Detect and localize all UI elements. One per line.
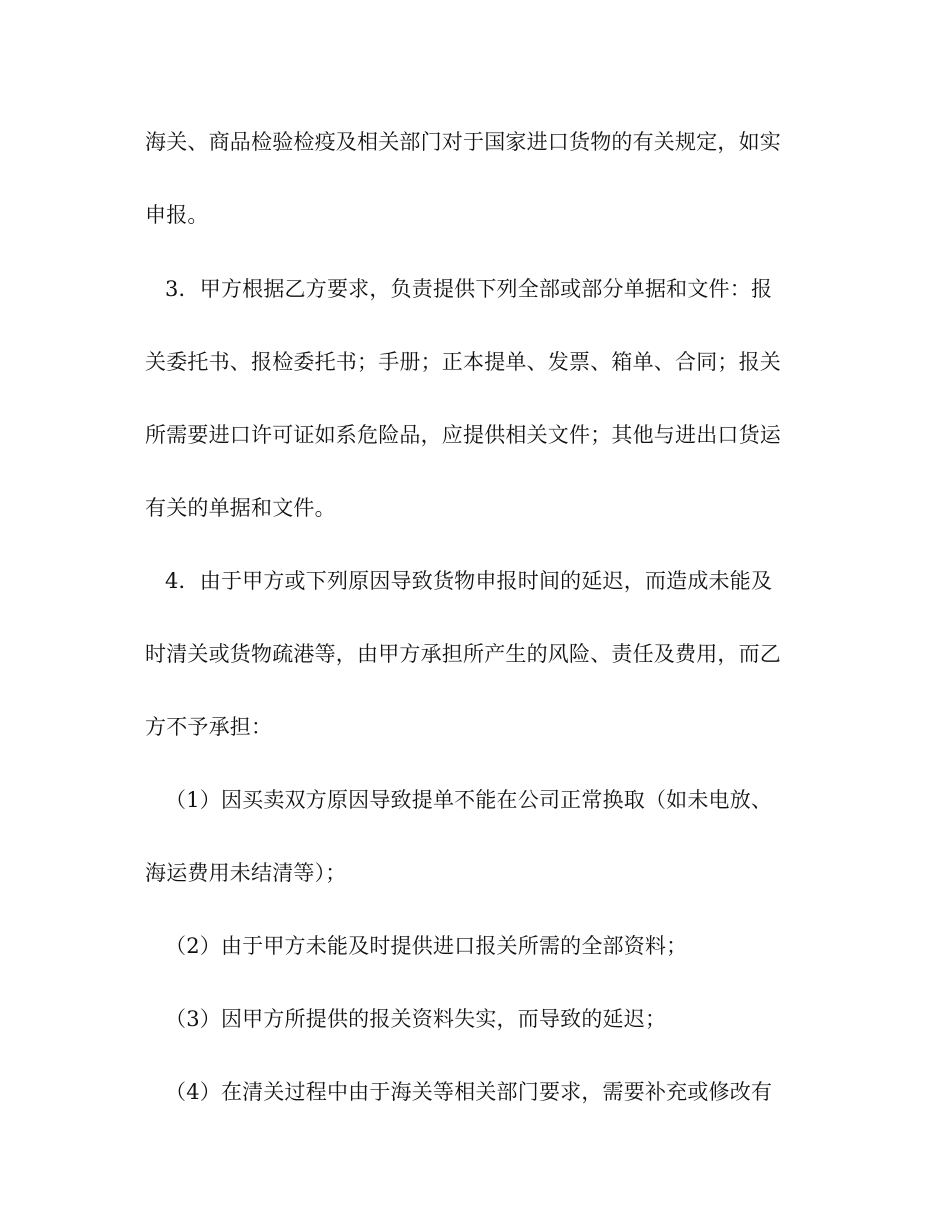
subclause-2-line: （2）由于甲方未能及时提供进口报关所需的全部资料； [165,934,688,958]
clause-4-line: 4．由于甲方或下列原因导致货物申报时间的延迟，而造成未能及 [165,569,773,593]
subclause-3-line: （3）因甲方所提供的报关资料失实，而导致的延迟； [165,1007,667,1031]
paragraph-line: 时清关或货物疏港等，由甲方承担所产生的风险、责任及费用，而乙 [145,642,781,666]
paragraph-line: 有关的单据和文件。 [145,496,336,520]
paragraph-line: 关委托书、报检委托书；手册；正本提单、发票、箱单、合同；报关 [145,350,781,374]
subclause-4-line: （4）在清关过程中由于海关等相关部门要求，需要补充或修改有 [165,1080,773,1104]
paragraph-line: 海关、商品检验检疫及相关部门对于国家进口货物的有关规定，如实 [145,130,781,154]
paragraph-line: 方不予承担： [145,715,273,739]
paragraph-line: 所需要进口许可证如系危险品，应提供相关文件；其他与进出口货运 [145,423,781,447]
clause-3-line: 3．甲方根据乙方要求，负责提供下列全部或部分单据和文件：报 [165,277,773,301]
subclause-1-line: （1）因买卖双方原因导致提单不能在公司正常换取（如未电放、 [165,788,773,812]
paragraph-line: 海运费用未结清等）； [145,861,347,885]
paragraph-line: 申报。 [145,203,209,227]
